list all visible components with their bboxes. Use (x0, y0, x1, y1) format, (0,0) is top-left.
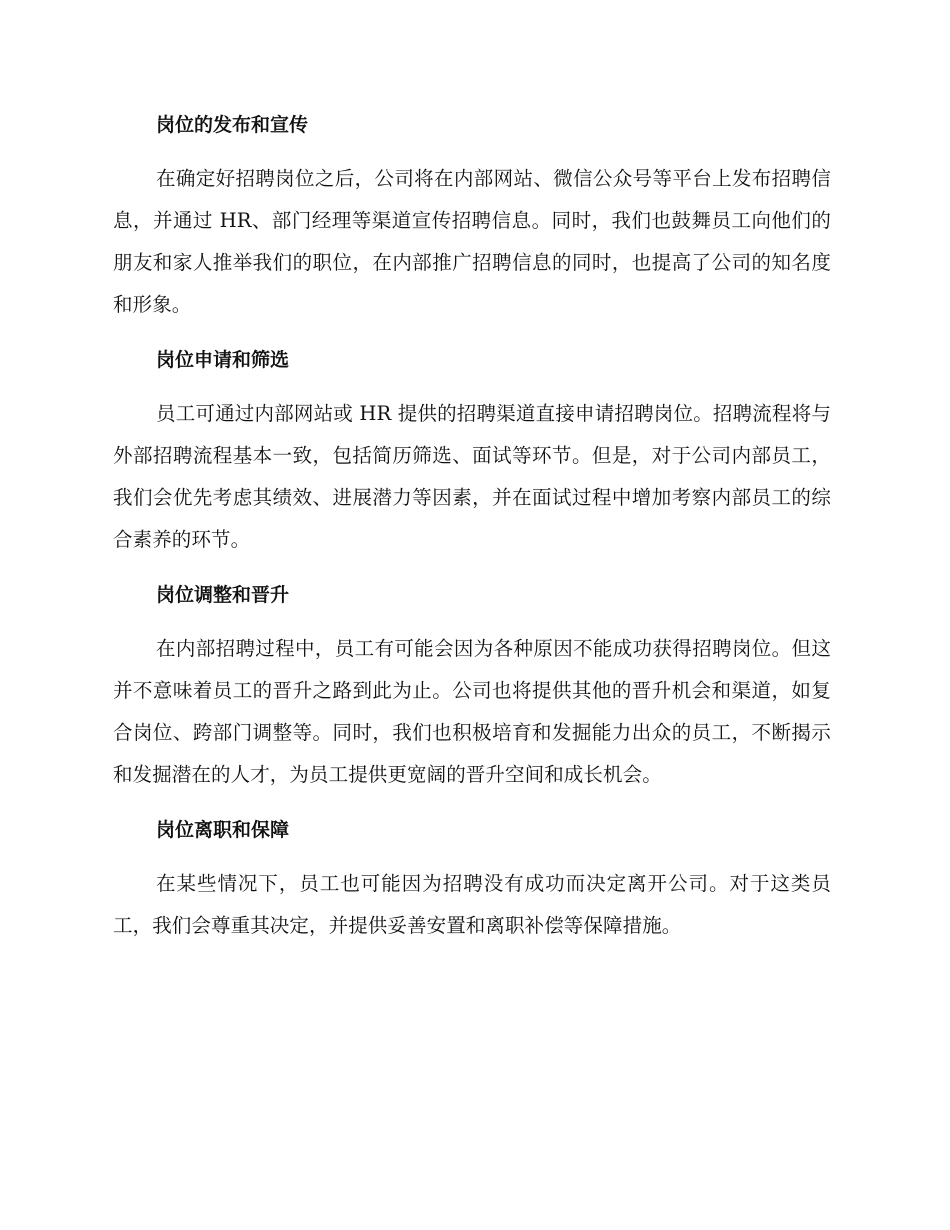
section-heading: 岗位申请和筛选 (156, 349, 290, 371)
section-paragraph: 员工可通过内部网站或 HR 提供的招聘渠道直接申请招聘岗位。招聘流程将与外部招聘流程基本一致，包括简历筛选、面试等环节。但是，对于公司内部员工，我们会优先考虑其绩效、进展潜力等因素，并在面试过程中增加考察内部员工的综合素养的环节。 (113, 402, 831, 551)
document-content (113, 104, 831, 960)
section-publish-promote (113, 104, 831, 326)
section-leave-protect (113, 809, 831, 947)
section-apply-screen (113, 339, 831, 561)
section-heading: 岗位调整和晋升 (156, 584, 290, 606)
section-paragraph: 在内部招聘过程中，员工有可能会因为各种原因不能成功获得招聘岗位。但这并不意味着员工的晋升之路到此为止。公司也将提供其他的晋升机会和渠道，如复合岗位、跨部门调整等。同时，我们也积极培育和发掘能力出众的员工，不断揭示和发掘潜在的人才，为员工提供更宽阔的晋升空间和成长机会。 (113, 637, 831, 786)
section-heading: 岗位离职和保障 (156, 819, 290, 841)
section-paragraph: 在某些情况下，员工也可能因为招聘没有成功而决定离开公司。对于这类员工，我们会尊重其决定，并提供妥善安置和离职补偿等保障措施。 (113, 872, 831, 937)
section-heading: 岗位的发布和宣传 (156, 114, 309, 136)
section-paragraph: 在确定好招聘岗位之后，公司将在内部网站、微信公众号等平台上发布招聘信息，并通过 HR、部门经理等渠道宣传招聘信息。同时，我们也鼓舞员工向他们的朋友和家人推举我们的职位，在内部推广招聘信息的同时，也提高了公司的知名度和形象。 (113, 167, 831, 316)
section-adjust-promote (113, 574, 831, 796)
